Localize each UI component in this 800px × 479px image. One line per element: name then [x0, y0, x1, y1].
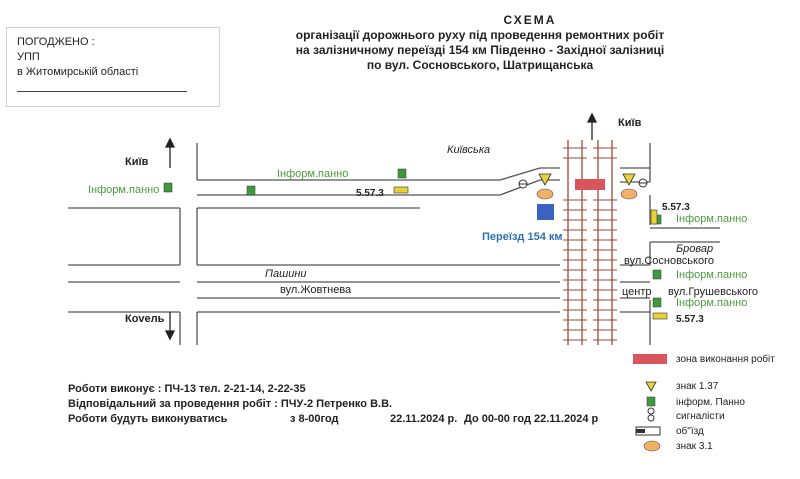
info-panel-label-1: Інформ.панно — [88, 184, 160, 196]
road-lines — [68, 143, 720, 345]
label-kyiv-left: Київ — [125, 156, 149, 168]
legend-signalmen: сигналісти — [676, 411, 725, 422]
legend-detour: об"їзд — [676, 426, 704, 437]
info-panel-label-3: Інформ.панно — [676, 213, 748, 225]
footer-schedule-from: з 8-00год — [290, 413, 339, 425]
footer-schedule-date: 22.11.2024 р. — [390, 413, 458, 425]
crossing-marker — [537, 204, 554, 220]
direction-arrows — [166, 114, 596, 339]
info-panel-label-2: Інформ.панно — [277, 168, 349, 180]
label-sosnovskoho: вул.Сосновського — [624, 255, 714, 267]
info-panel-label-5: Інформ.панно — [676, 297, 748, 309]
title-heading: СХЕМА — [503, 13, 557, 27]
label-pashyny: Пашини — [265, 268, 307, 280]
label-kovel: Коvель — [125, 313, 165, 325]
footer-schedule-to: До 00-00 год 22.11.2024 р — [464, 413, 599, 425]
legend-info-panel: інформ. Панно — [676, 397, 745, 408]
work-zone-marker — [575, 179, 605, 190]
label-kyivska: Київська — [447, 144, 491, 156]
label-grushevskoho: вул.Грушевського — [668, 286, 759, 298]
sign-5573-label-b: 5.57.3 — [662, 202, 690, 213]
title-line1: організації дорожнього руху під проведення ремонтних робіт — [295, 28, 665, 42]
sign-31-markers — [537, 189, 637, 199]
legend-sign-137: знак 1.37 — [676, 381, 719, 392]
footer-contractor: Роботи виконує : ПЧ-13 тел. 2-21-14, 2-22-35 — [68, 383, 306, 395]
legend-shapes — [633, 354, 667, 451]
title-line3: по вул. Сосновського, Шатрищанська — [366, 58, 594, 72]
railway-tracks — [563, 140, 617, 345]
sign-5573-markers — [394, 187, 667, 319]
approval-line3: в Житомирській області — [17, 66, 139, 78]
sign-5573-label-a: 5.57.3 — [356, 188, 384, 199]
legend-sign-31: знак 3.1 — [676, 441, 713, 452]
label-tsentr: центр — [622, 286, 652, 298]
label-zhovtneva: вул.Жовтнева — [280, 284, 352, 296]
title-line2: на залізничному переїзді 154 км Південно - Західної залізниці — [295, 43, 665, 57]
info-panel-label-4: Інформ.панно — [676, 269, 748, 281]
label-crossing: Переїзд 154 км — [482, 231, 563, 243]
label-kyiv-right: Київ — [618, 117, 642, 129]
label-brovar: Бровар — [676, 243, 714, 255]
footer-schedule-label: Роботи будуть виконуватись — [68, 413, 228, 425]
sign-5573-label-c: 5.57.3 — [676, 314, 704, 325]
approval-line2: УПП — [17, 51, 40, 63]
legend-work-zone: зона виконання робіт — [676, 354, 775, 365]
footer-responsible: Відповідальний за проведення робіт : ПЧУ-2 Петренко В.В. — [68, 398, 393, 410]
approval-line1: ПОГОДЖЕНО : — [17, 36, 95, 48]
